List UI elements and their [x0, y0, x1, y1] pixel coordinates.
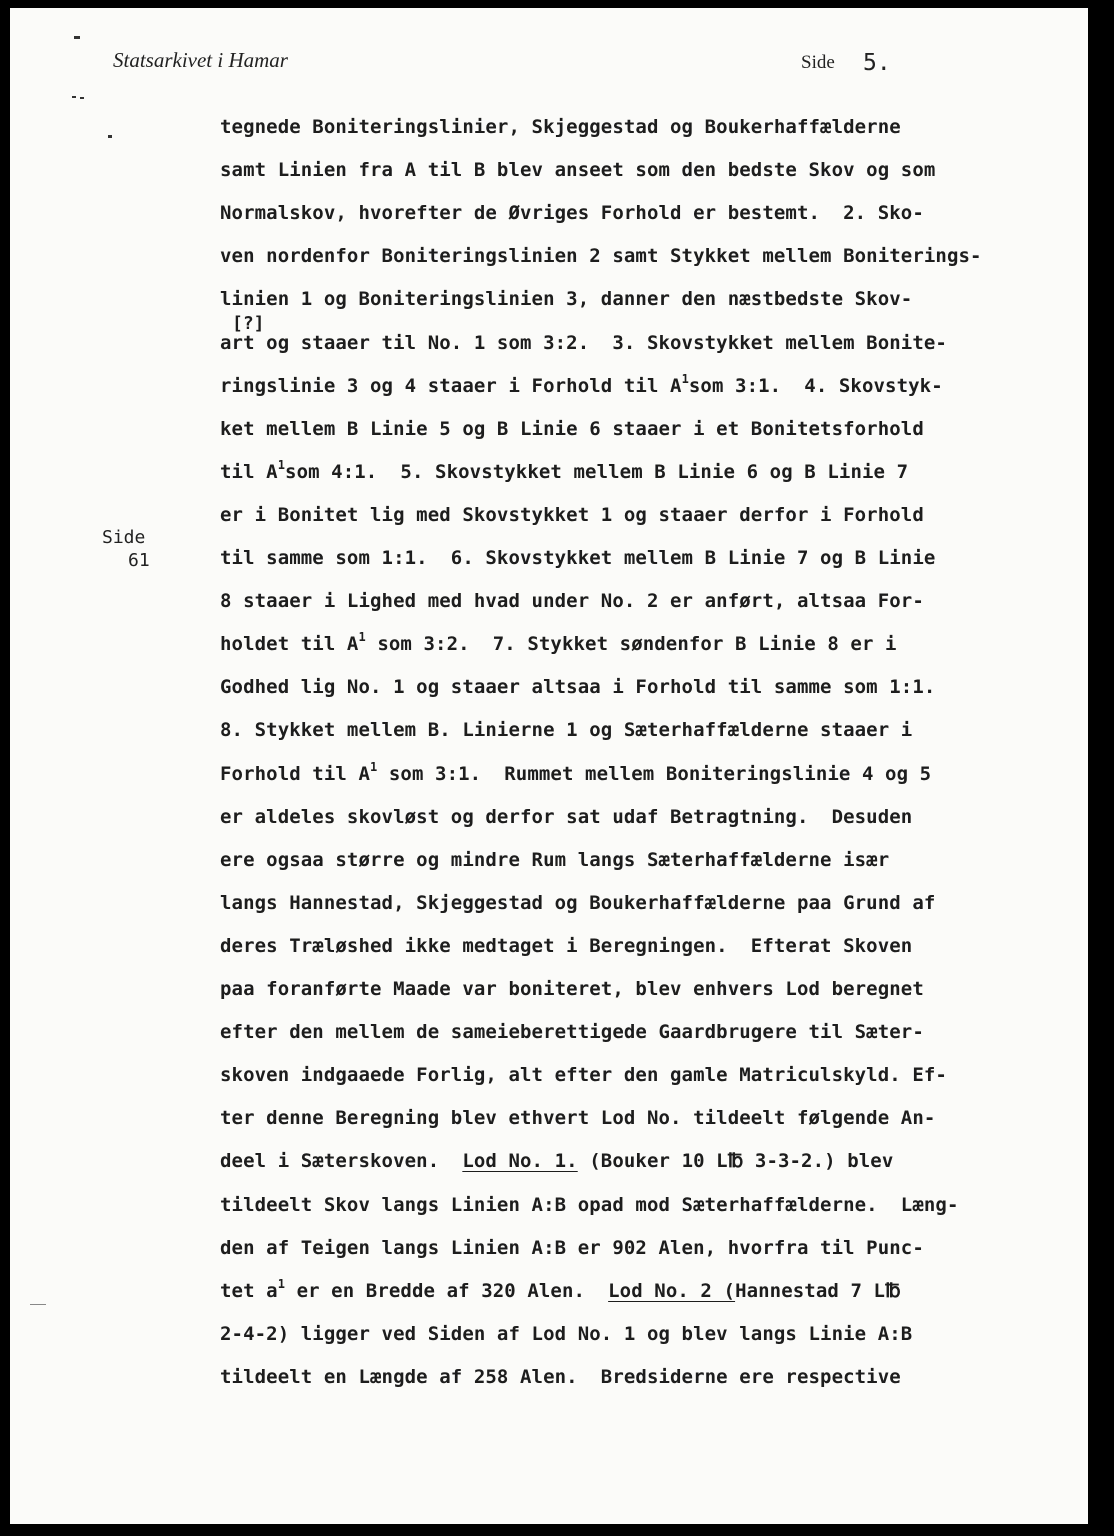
text-line [220, 457, 909, 483]
text-line: linien 1 og Boniteringslinien 3, danner den næstbedste Skov- [220, 288, 913, 311]
text-line: er i Bonitet lig med Skovstykket 1 og staaer derfor i Forhold [220, 503, 924, 526]
text-line: langs Hannestad, Skjeggestad og Boukerhaffælderne paa Grund af [220, 891, 936, 914]
text-line: 8. Stykket mellem B. Linierne 1 og Sæterhaffælderne staaer i [220, 719, 913, 742]
text-line [220, 1276, 901, 1302]
text-segment: som 3:2. 7. Stykket søndenfor B Linie 8 er i [365, 633, 897, 656]
archive-title: Statsarkivet i Hamar [113, 48, 288, 72]
text-segment: holdet til A [220, 633, 359, 656]
text-segment: Hannestad 7 L℔ [735, 1279, 901, 1302]
text-segment: som 4:1. 5. Skovstykket mellem B Linie 6 og B Linie 7 [285, 460, 909, 483]
text-line: deres Træløshed ikke medtaget i Beregningen. Efterat Skoven [220, 934, 913, 957]
text-line: tegnede Boniteringslinier, Skjeggestad og Boukerhaffælderne [220, 116, 901, 138]
superscript: 1 [681, 371, 689, 386]
scan-speck [108, 135, 112, 138]
text-line: efter den mellem de sameieberettigede Gaardbrugere til Sæter- [220, 1021, 924, 1044]
text-line: art og staaer til No. 1 som 3:2. 3. Skovstykket mellem Bonite- [220, 331, 947, 354]
text-line: Godhed lig No. 1 og staaer altsaa i Forhold til samme som 1:1. [220, 676, 936, 699]
text-segment: til A [220, 460, 278, 483]
text-line: skoven indgaaede Forlig, alt efter den gamle Matriculskyld. Ef- [220, 1064, 947, 1087]
margin-note [102, 526, 150, 572]
side-label: Side [801, 52, 835, 73]
text-segment: som 3:1. 4. Skovstyk- [688, 374, 943, 397]
text-line: ven nordenfor Boniteringslinien 2 samt Stykket mellem Boniterings- [220, 245, 982, 268]
scan-speck [74, 36, 80, 39]
text-line: Normalskov, hvorefter de Øvriges Forhold er bestemt. 2. Sko- [220, 202, 924, 225]
text-line: ket mellem B Linie 5 og B Linie 6 staaer i et Bonitetsforhold [220, 417, 924, 440]
text-segment: deel i Sæterskoven. [220, 1150, 463, 1173]
text-line: ter denne Beregning blev ethvert Lod No. tildeelt følgende An- [220, 1107, 936, 1130]
text-segment: tet a [220, 1279, 278, 1302]
superscript: 1 [358, 630, 366, 645]
text-segment: Forhold til A [220, 762, 371, 785]
text-line: paa foranførte Maade var boniteret, blev enhvers Lod beregnet [220, 978, 924, 1000]
text-line: ere ogsaa større og mindre Rum langs Sæterhaffælderne især [220, 848, 890, 871]
superscript: 1 [370, 759, 378, 774]
text-line: 8 staaer i Lighed med hvad under No. 2 er anført, altsaa For- [220, 590, 924, 613]
text-line [220, 1150, 893, 1172]
superscript: 1 [277, 1276, 286, 1291]
text-line: samt Linien fra A til B blev anseet som den bedste Skov og som [220, 159, 936, 182]
text-line: 2-4-2) ligger ved Siden af Lod No. 1 og blev langs Linie A:B [220, 1322, 913, 1345]
margin-rule [30, 1304, 46, 1305]
text-line: den af Teigen langs Linien A:B er 902 Alen, hvorfra til Punc- [220, 1236, 924, 1259]
text-line [220, 630, 897, 656]
margin-note-number: 61 [128, 550, 150, 571]
underlined-heading: Lod No. 2 ( [608, 1279, 736, 1302]
superscript: 1 [277, 457, 286, 472]
text-line: til samme som 1:1. 6. Skovstykket mellem B Linie 7 og B Linie [220, 547, 936, 569]
text-segment: (Bouker 10 L℔ 3-3-2.) blev [577, 1150, 894, 1173]
editor-note: [?] [232, 313, 265, 334]
scan-speck [72, 96, 76, 98]
text-line [220, 759, 932, 785]
text-segment: ringslinie 3 og 4 staaer i Forhold til A [220, 374, 682, 397]
text-line: tildeelt en Længde af 258 Alen. Bredsiderne ere respective [220, 1365, 901, 1388]
text-segment: er en Bredde af 320 Alen. [285, 1279, 609, 1302]
scan-speck [80, 97, 84, 99]
text-line: tildeelt Skov langs Linien A:B opad mod Sæterhaffælderne. Læng- [220, 1193, 959, 1216]
text-line: er aldeles skovløst og derfor sat udaf Betragtning. Desuden [220, 805, 913, 828]
underlined-heading: Lod No. 1. [462, 1150, 578, 1173]
text-line [220, 371, 943, 397]
page-number: 5. [863, 50, 891, 76]
document-page [10, 8, 1088, 1524]
text-segment: som 3:1. Rummet mellem Boniteringslinie 4 og 5 [377, 762, 932, 785]
margin-note-label: Side [102, 527, 146, 548]
